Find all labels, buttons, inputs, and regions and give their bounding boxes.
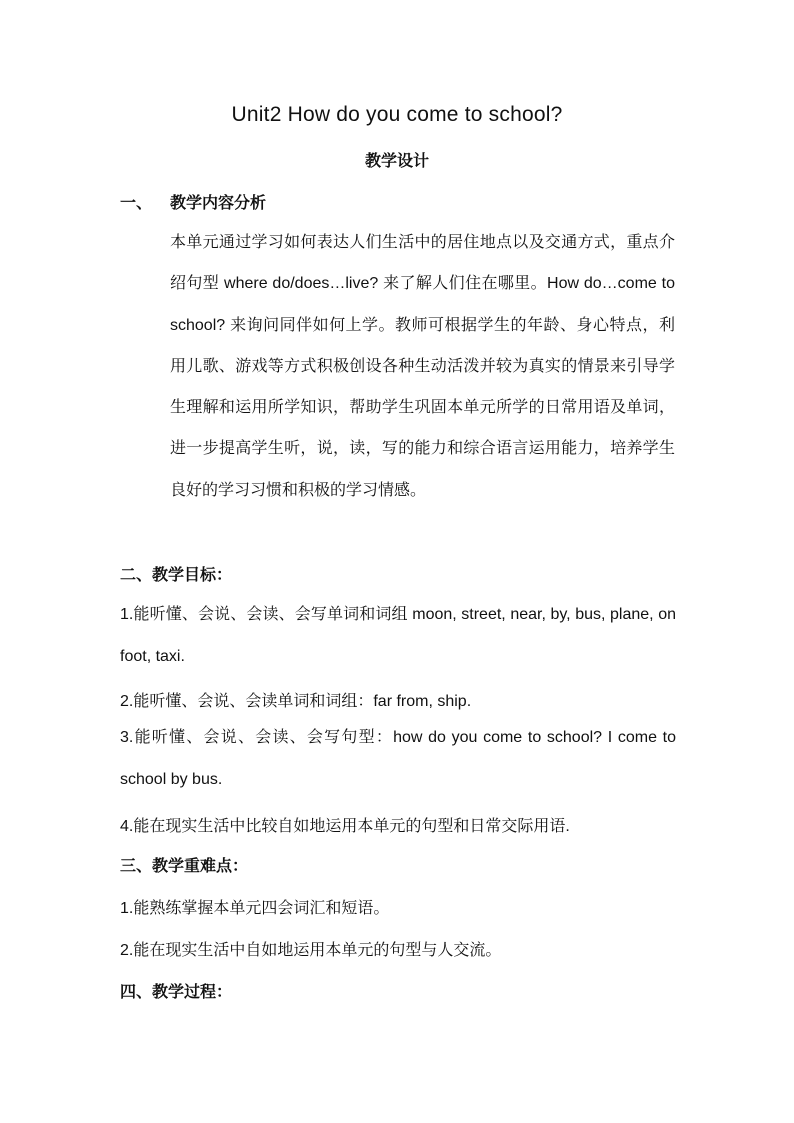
section-1-paragraph: 本单元通过学习如何表达人们生活中的居住地点以及交通方式，重点介绍句型 where do/does…live? 来了解人们住在哪里。How do…come to school? 来询问同伴如何上学。教师可根据学生的年龄、身心特点，利用儿歌、游戏等方式积极创设各种生动活泼并较为真实的情景来引导学生理解和运用所学知识，帮助学生巩固本单元所学的日常用语及单词，进一步提高学生听，说，读，写的能力和综合语言运用能力，培养学生良好的学习习惯和积极的学习情感。 (170, 234, 675, 499)
section-2-heading: 二、教学目标： (120, 567, 233, 584)
objective-2: 2.能听懂、会说、会读单词和词组：far from, ship. (120, 693, 472, 710)
objective-4: 4.能在现实生活中比较自如地运用本单元的句型和日常交际用语. (120, 818, 570, 835)
objective-1: 1.能听懂、会说、会读、会写单词和词组 moon, street, near, by, bus, plane, on foot, taxi. (120, 606, 676, 665)
section-1-number: 一、 (120, 195, 153, 212)
section-3-heading: 三、教学重难点： (120, 858, 249, 875)
section-1-title: 教学内容分析 (170, 195, 267, 212)
section-1-heading (120, 190, 266, 213)
objective-3: 3.能听懂、会说、会读、会写句型：how do you come to school? I come to school by bus. (120, 729, 676, 788)
key-point-1: 1.能熟练掌握本单元四会词汇和短语。 (120, 900, 390, 917)
section-4-heading: 四、教学过程： (120, 984, 233, 1001)
document-subtitle: 教学设计 (364, 153, 429, 170)
key-point-2: 2.能在现实生活中自如地运用本单元的句型与人交流。 (120, 942, 502, 959)
document-title: Unit2 How do you come to school? (231, 103, 563, 126)
